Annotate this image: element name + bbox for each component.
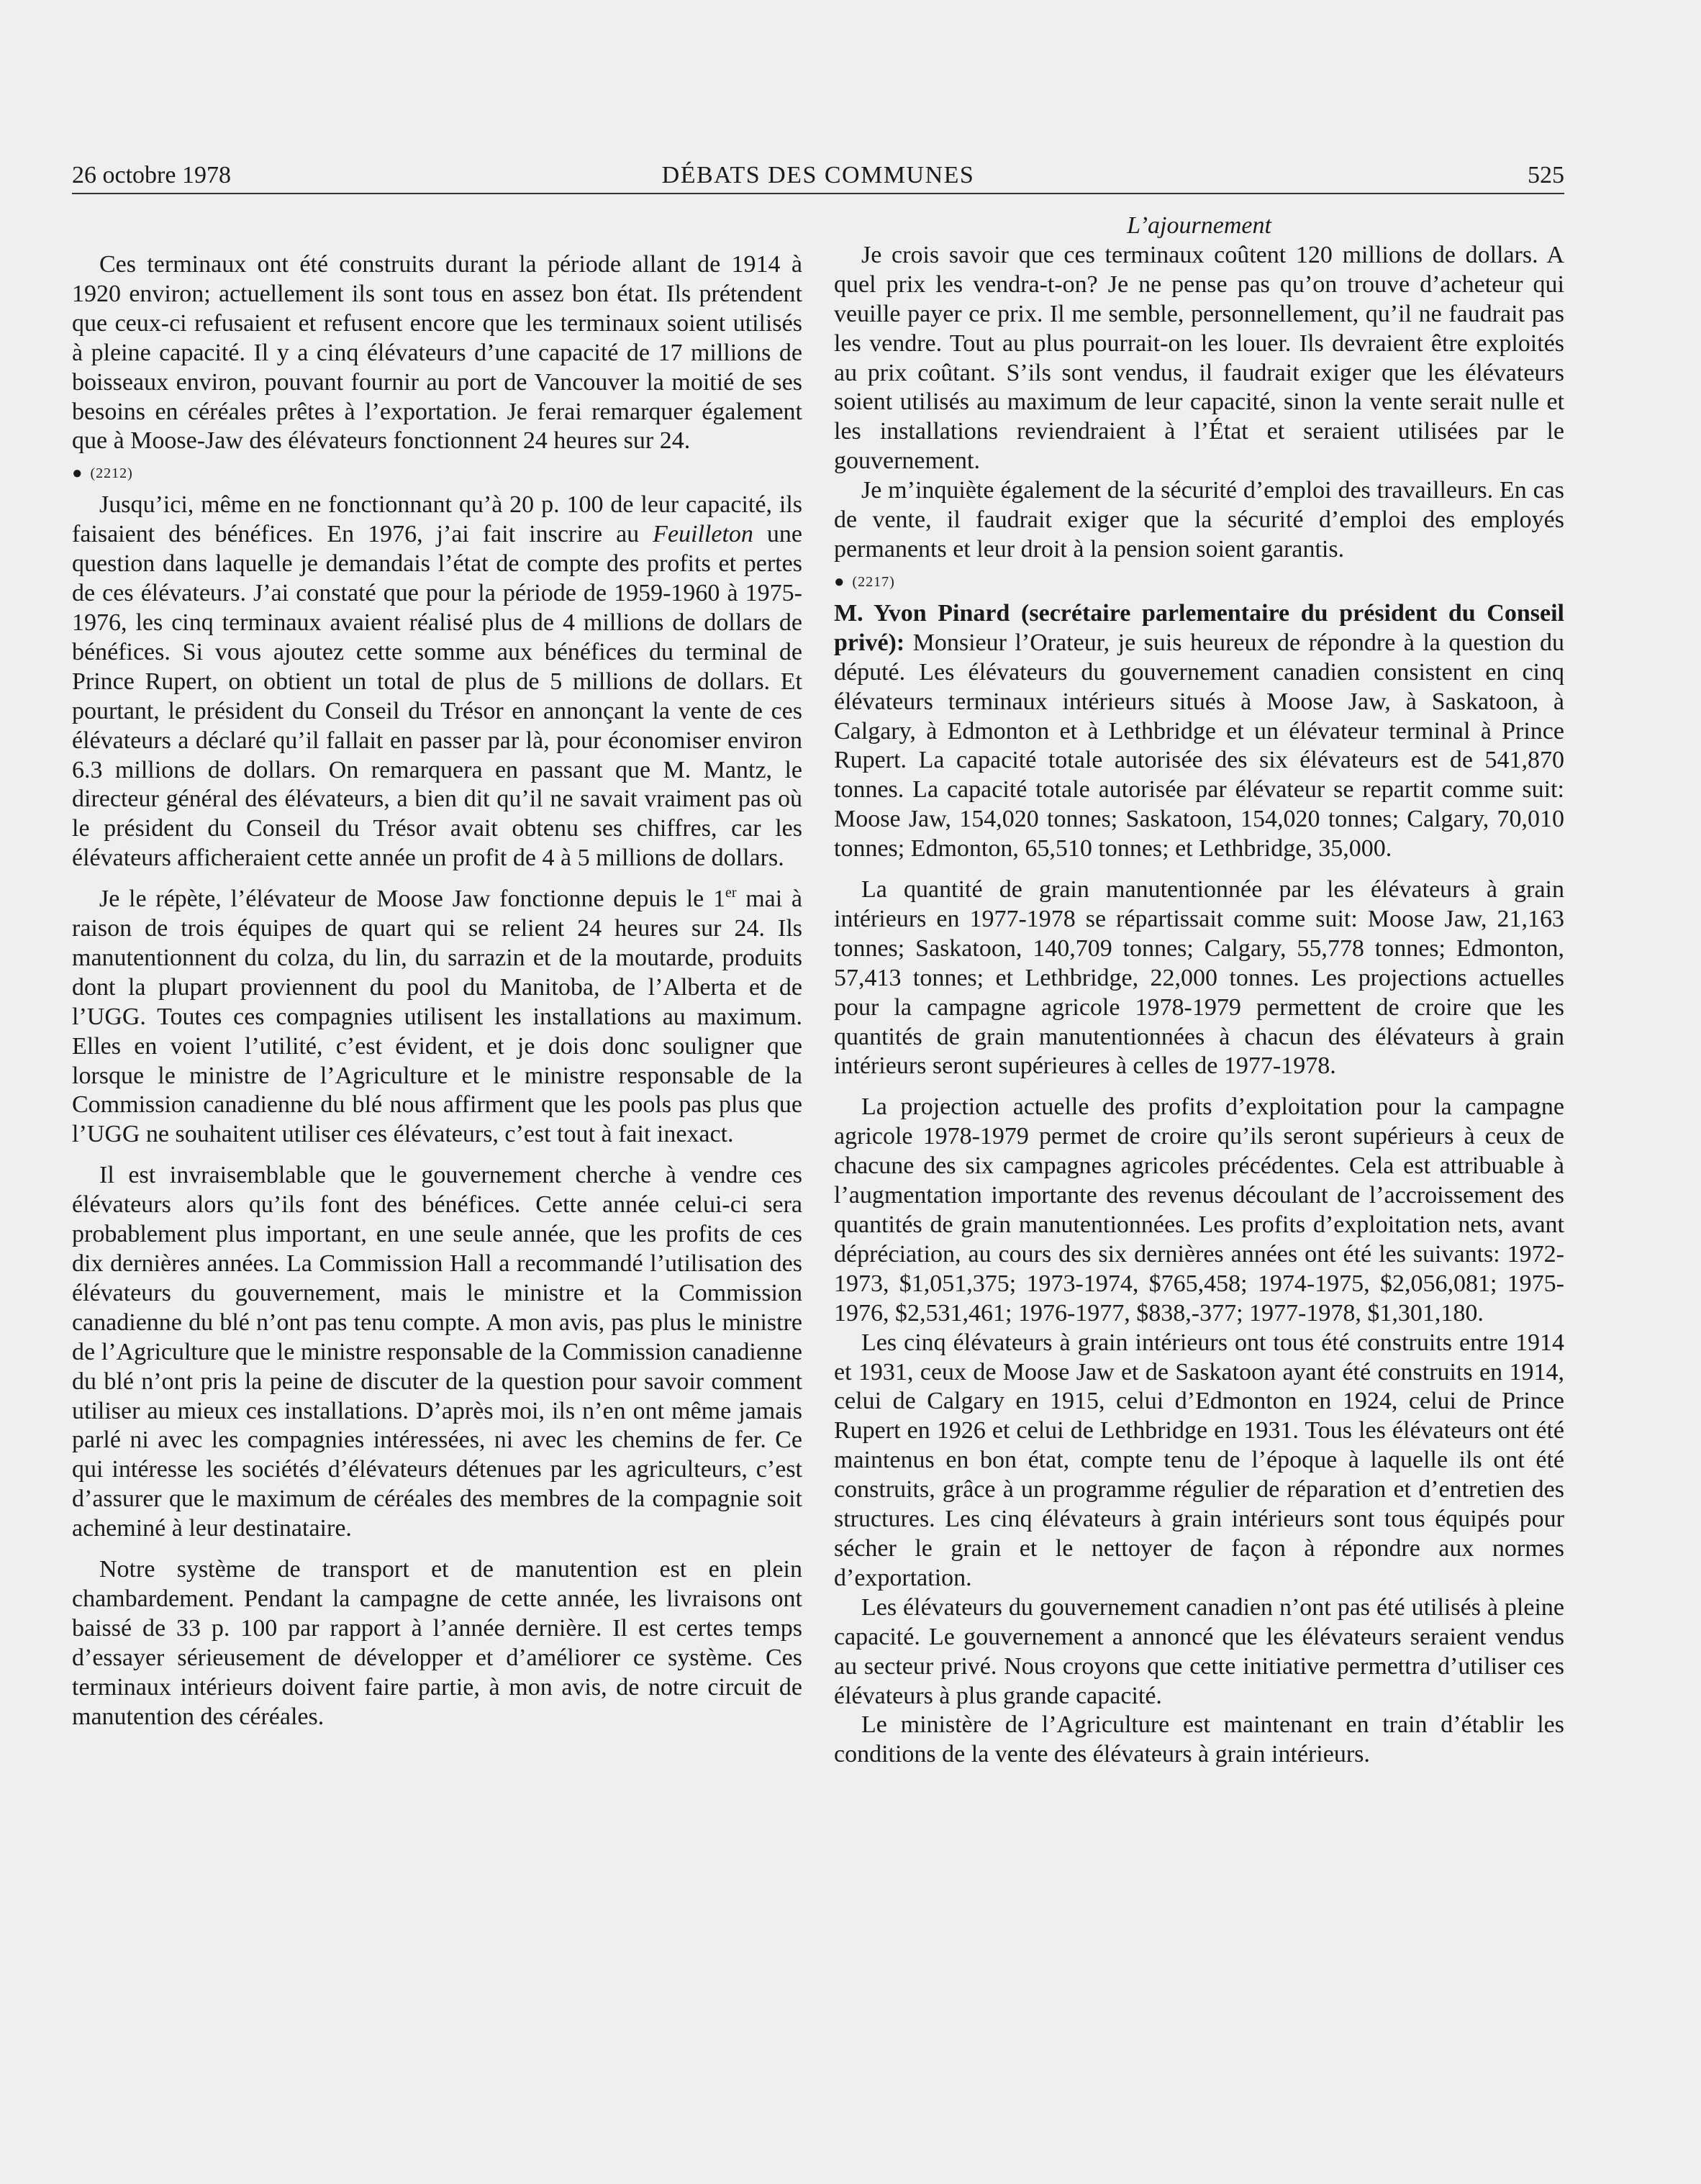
- header-rule: [72, 193, 1564, 194]
- page-header: [72, 160, 1564, 191]
- left-column: [72, 250, 802, 1732]
- paragraph: La quantité de grain manutentionnée par les élévateurs à grain intérieurs en 1977-1978 se répartissait comme suit: Moose Jaw, 21,163 tonnes; Saskatoon, 140,709 tonnes; Calgary, 55,778 tonnes; Edmonton, 57,413 tonnes; et Lethbridge, 22,000 tonnes. Les projections actuelles pour la campagne agricole 1978-1979 permettent de croire que les quantités de grain manutentionnées à chacun des élévateurs à grain intérieurs seront supérieures à celles de 1977-1978.: [834, 876, 1564, 1080]
- speaker-name: M. Yvon Pinard (secrétaire parlementaire du président du Conseil privé):: [834, 599, 1564, 656]
- header-title: DÉBATS DES COMMUNES: [661, 162, 975, 188]
- time-marker: ● (2217): [834, 572, 895, 591]
- paragraph: Jusqu’ici, même en ne fonctionnant qu’à 20 p. 100 de leur capacité, ils faisaient des bénéfices. En 1976, j’ai fait inscrire au Feuilleton une question dans laquelle je demandais l’état de compte des profits et pertes de ces élévateurs. J’ai constaté que pour la période de 1959-1960 à 1975-1976, les cinq terminaux avaient réalisé plus de 4 millions de dollars de bénéfices. Si vous ajoutez cette somme aux bénéfices du terminal de Prince Rupert, on obtient un total de plus de 5 millions de dollars. Et pourtant, le président du Conseil du Trésor en annonçant la vente de ces élévateurs a déclaré qu’il fallait en passer par là, pour économiser environ 6.3 millions de dollars. On remarquera en passant que M. Mantz, le directeur général des élévateurs, a bien dit qu’il ne savait vraiment pas où le président du Conseil du Trésor avait obtenu ses chiffres, car les élévateurs afficheraient cette année un profit de 4 à 5 millions de dollars.: [72, 491, 803, 872]
- bullet-icon: ●: [72, 464, 83, 483]
- right-column: [834, 211, 1564, 1770]
- paragraph: Il est invraisemblable que le gouvernement cherche à vendre ces élévateurs alors qu’ils font des bénéfices. Cette année celui-ci sera probablement plus important, en une seule année, que les profits de ces dix dernières années. La Commission Hall a recommandé l’utilisation des élévateurs du gouvernement, mais le ministre et la Commission canadienne du blé n’ont pas tenu compte. A mon avis, pas plus le ministre de l’Agriculture que le ministre responsable de la Commission canadienne du blé n’ont pris la peine de discuter de la question pour savoir comment utiliser au mieux ces installations. D’après moi, ils n’en ont même jamais parlé ni avec les compagnies intéressées, ni avec les chemins de fer. Ce qui intéresse les sociétés d’élévateurs détenues par les agriculteurs, c’est d’assurer que le maximum de céréales des membres de la compagnie soit acheminé à leur destinataire.: [72, 1162, 802, 1542]
- paragraph: Les cinq élévateurs à grain intérieurs ont tous été construits entre 1914 et 1931, ceux de Moose Jaw et de Saskatoon ayant été construits en 1914, celui de Calgary en 1915, celui d’Edmonton en 1924, celui de Prince Rupert en 1926 et celui de Lethbridge en 1931. Tous les élévateurs ont été maintenus en bon état, compte tenu de l’époque à laquelle ils ont été construits, grâce à un programme régulier de réparation et d’entretien des structures. Les cinq élévateurs à grain intérieurs sont tous équipés pour sécher le grain et le nettoyer de façon à répondre aux normes d’exportation.: [834, 1329, 1564, 1591]
- paragraph: Notre système de transport et de manutention est en plein chambardement. Pendant la campagne de cette année, les livraisons ont baissé de 33 p. 100 par rapport à l’année dernière. Il est certes temps d’essayer sérieusement de développer et d’améliorer ce système. Ces terminaux intérieurs doivent faire partie, à mon avis, de notre circuit de manutention des céréales.: [72, 1556, 802, 1730]
- paragraph: Le ministère de l’Agriculture est maintenant en train d’établir les conditions de la vente des élévateurs à grain intérieurs.: [834, 1711, 1564, 1768]
- paragraph: Les élévateurs du gouvernement canadien n’ont pas été utilisés à pleine capacité. Le gouvernement a annoncé que les élévateurs seraient vendus au secteur privé. Nous croyons que cette initiative permettra d’utiliser ces élévateurs à plus grande capacité.: [834, 1593, 1564, 1709]
- paragraph: Je le répète, l’élévateur de Moose Jaw fonctionne depuis le 1er mai à raison de trois équipes de quart qui se relient 24 heures sur 24. Ils manutentionnent du colza, du lin, du sarrazin et de la moutarde, produits dont la plupart proviennent du pool du Manitoba, de l’Alberta et de l’UGG. Toutes ces compagnies utilisent les installations au maximum. Elles en voient l’utilité, c’est évident, et je dois donc souligner que lorsque le ministre de l’Agriculture et le ministre responsable de la Commission canadienne du blé nous affirment que les pools pas plus que l’UGG ne souhaitent utiliser ces élévateurs, c’est tout à fait inexact.: [72, 885, 802, 1148]
- page-number: 525: [1528, 162, 1564, 188]
- time-marker: ● (2212): [72, 464, 133, 483]
- paragraph: La projection actuelle des profits d’exploitation pour la campagne agricole 1978-1979 permet de croire qu’ils seront supérieurs à ceux de chacune des six campagnes agricoles précédentes. Cela est attribuable à l’augmentation importante des revenus découlant de l’accroissement des quantités de grain manutentionnées. Les profits d’exploitation nets, avant dépréciation, au cours des six dernières années ont été les suivants: 1972-1973, $1,051,375; 1973-1974, $765,458; 1974-1975, $2,056,081; 1975-1976, $2,531,461; 1976-1977, $838,-377; 1977-1978, $1,301,180.: [834, 1093, 1564, 1327]
- paragraph: Je m’inquiète également de la sécurité d’emploi des travailleurs. En cas de vente, il faudrait exiger que la sécurité d’emploi des employés permanents et leur droit à la pension soient garantis.: [834, 477, 1564, 563]
- header-date: 26 octobre 1978: [72, 162, 231, 188]
- section-heading: L’ajournement: [1127, 212, 1271, 239]
- paragraph: Je crois savoir que ces terminaux coûtent 120 millions de dollars. A quel prix les vendra-t-on? Je ne pense pas qu’on trouve d’acheteur qui veuille payer ce prix. Il me semble, personnellement, qu’il ne faudrait pas les vendre. Tout au plus pourrait-on les louer. Ils devraient être exploités au prix coûtant. S’ils sont vendus, il faudrait exiger que les élévateurs soient utilisés au maximum de leur capacité, sinon la vente serait nulle et les installations reviendraient à l’État et seraient utilisées par le gouvernement.: [834, 241, 1564, 475]
- bullet-icon: ●: [834, 572, 845, 591]
- paragraph: M. Yvon Pinard (secrétaire parlementaire du président du Conseil privé): Monsieur l’Orateur, je suis heureux de répondre à la question du député. Les élévateurs du gouvernement canadien consistent en cinq élévateurs terminaux intérieurs situés à Moose Jaw, à Saskatoon, à Calgary, à Edmonton et à Lethbridge et un élévateur terminal à Prince Rupert. La capacité totale autorisée des six élévateurs est de 541,870 tonnes. La capacité totale autorisée par élévateur se repartit comme suit: Moose Jaw, 154,020 tonnes; Saskatoon, 154,020 tonnes; Calgary, 70,010 tonnes; Edmonton, 65,510 tonnes; et Lethbridge, 35,000.: [834, 599, 1564, 863]
- paragraph: Ces terminaux ont été construits durant la période allant de 1914 à 1920 environ; actuellement ils sont tous en assez bon état. Ils prétendent que ceux-ci refusaient et refusent encore que les terminaux soient utilisés à pleine capacité. Il y a cinq élévateurs d’une capacité de 17 millions de boisseaux environ, pouvant fournir au port de Vancouver la moitié de ses besoins en céréales prêtes à l’exportation. Je ferai remarquer également que à Moose-Jaw des élévateurs fonctionnent 24 heures sur 24.: [72, 251, 802, 455]
- italic-term: Feuilleton: [653, 521, 753, 548]
